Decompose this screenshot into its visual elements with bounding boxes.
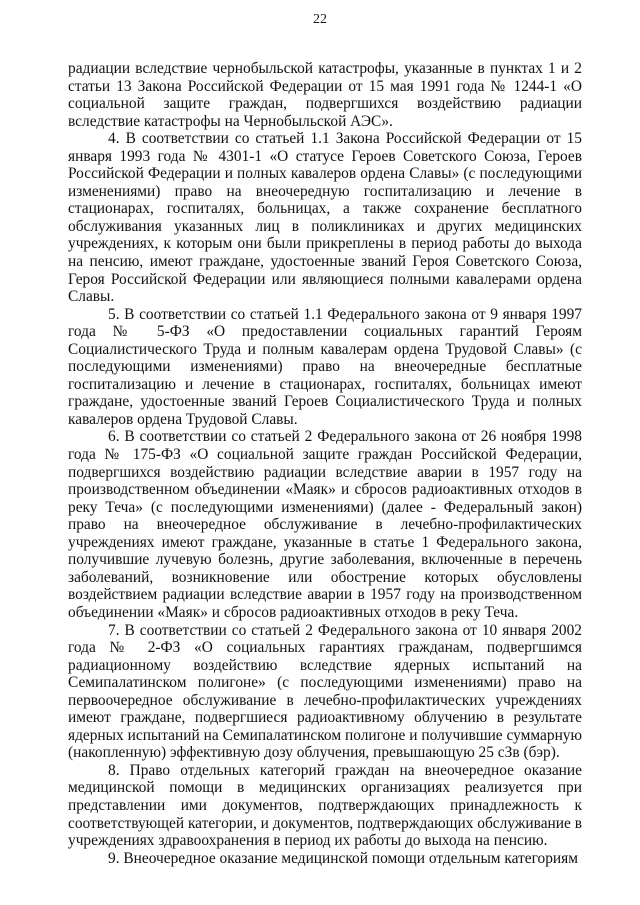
paragraph-continuation: радиации вследствие чернобыльской катастрофы, указанные в пунктах 1 и 2 статьи 13 Закона Российской Федерации от 15 мая 1991 года № 1244-1 «О социальной защите граждан, подвергшихся воздействию радиации вследствие катастрофы на Чернобыльской АЭС». xyxy=(68,60,582,130)
paragraph-item-7: 7. В соответствии со статьей 2 Федерального закона от 10 января 2002 года № 2-ФЗ «О социальных гарантиях гражданам, подвергшимся радиационному воздействию вследствие ядерных испытаний на Семипалатинском полигоне» (с последующими изменениями) право на первоочередное обслуживание в лечебно-профилактических учреждениях имеют граждане, подвергшиеся радиоактивному облучению в результате ядерных испытаний на Семипалатинском полигоне и получившие суммарную (накопленную) эффективную дозу облучения, превышающую 25 сЗв (бэр). xyxy=(68,621,582,762)
page-number: 22 xyxy=(313,12,327,27)
paragraph-item-8: 8. Право отдельных категорий граждан на внеочередное оказание медицинской помощи в медицинских организациях реализуется при представлении ими документов, подтверждающих принадлежность к соответствующей категории, и документов, подтверждающих обслуживание в учреждениях здравоохранения в период их работы до выхода на пенсию. xyxy=(68,761,582,850)
paragraph-item-5: 5. В соответствии со статьей 1.1 Федерального закона от 9 января 1997 года № 5-ФЗ «О предоставлении социальных гарантий Героям Социалистического Труда и полным кавалерам ордена Трудовой Славы» (с последующими изменениями) право на внеочередные бесплатные госпитализацию и лечение в стационарах, госпиталях, больницах имеют граждане, удостоенные званий Героев Социалистического Труда и полных кавалеров ордена Трудовой Славы. xyxy=(68,305,582,428)
paragraph-item-4: 4. В соответствии со статьей 1.1 Закона Российской Федерации от 15 января 1993 года № 4301-1 «О статусе Героев Советского Союза, Героев Российской Федерации и полных кавалеров ордена Славы» (с последующими изменениями) право на внеочередную госпитализацию и лечение в стационарах, госпиталях, больницах, а также сохранение бесплатного обслуживания указанных лиц в поликлиниках и других медицинских учреждениях, к которым они были прикреплены в период работы до выхода на пенсию, имеют граждане, удостоенные званий Героя Советского Союза, Героя Российской Федерации или являющиеся полными кавалерами ордена Славы. xyxy=(68,130,582,306)
paragraph-item-6: 6. В соответствии со статьей 2 Федерального закона от 26 ноября 1998 года № 175-ФЗ «О социальной защите граждан Российской Федерации, подвергшихся воздействию радиации вследствие аварии в 1957 году на производственном объединении «Маяк» и сбросов радиоактивных отходов в реку Теча» (с последующими изменениями) (далее - Федеральный закон) право на внеочередное обслуживание в лечебно-профилактических учреждениях имеют граждане, указанные в статье 1 Федерального закона, получившие лучевую болезнь, другие заболевания, включенные в перечень заболеваний, возникновение или обострение которых обусловлены воздействием радиации вследствие аварии в 1957 году на производственном объединении «Маяк» и сбросов радиоактивных отходов в реку Теча. xyxy=(68,428,582,621)
document-body xyxy=(68,60,582,867)
paragraph-item-9: 9. Внеочередное оказание медицинской помощи отдельным категориям xyxy=(108,849,578,867)
